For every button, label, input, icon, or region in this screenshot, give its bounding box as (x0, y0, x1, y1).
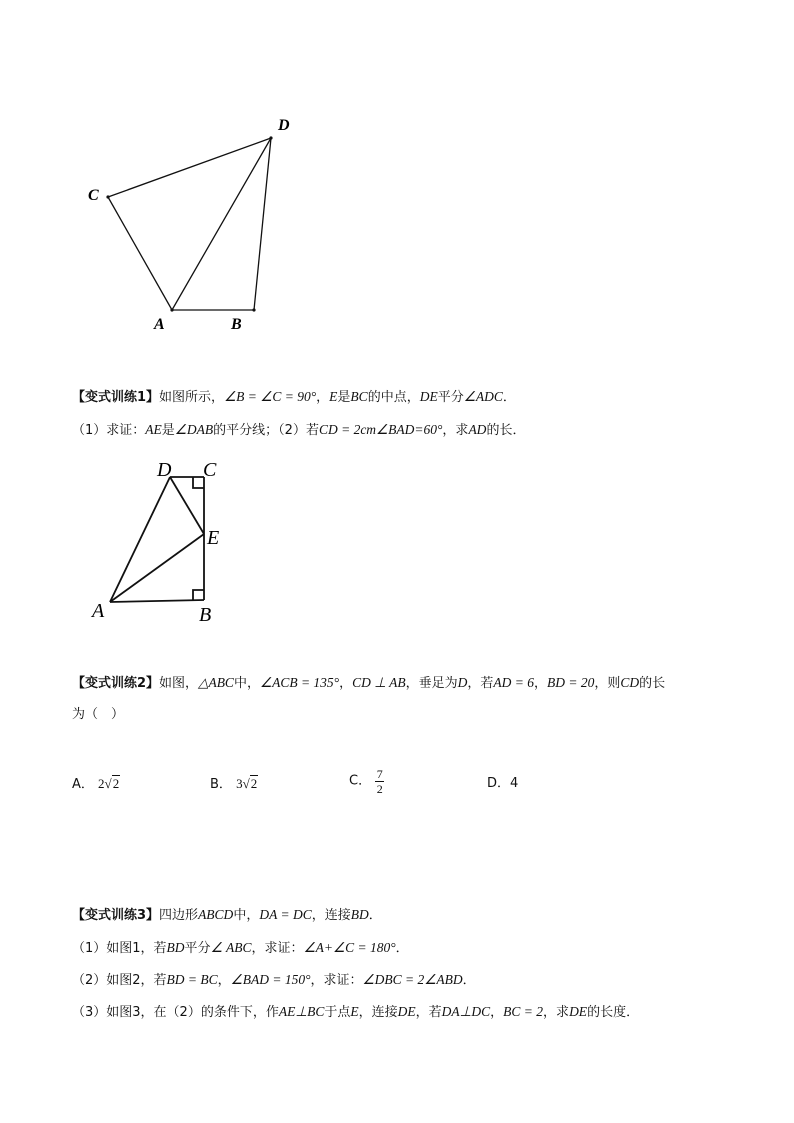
option-b-value: 3√2 (236, 776, 258, 791)
exercise3-question-1: （1）如图1，若BD平分∠ ABC，求证：∠A+∠C = 180°． (72, 940, 409, 956)
fig2-label-e: E (207, 527, 220, 549)
exercise1-questions: （1）求证：AE是∠DAB的平分线；（2）若CD = 2cm∠BAD=60°，求AD的长． (72, 422, 526, 438)
exercise2-tag: 【变式训练2】 (72, 676, 160, 691)
exercise3-statement: 【变式训练3】四边形ABCD中，DA = DC，连接BD． (72, 907, 382, 923)
option-b[interactable]: B． 3√2 (210, 776, 258, 792)
fig1-label-d: D (278, 117, 290, 134)
fig1-label-a: A (154, 316, 165, 333)
fig1-label-b: B (231, 316, 242, 333)
fig2-label-b: B (199, 604, 212, 626)
option-a-value: 2√2 (98, 776, 120, 791)
option-d[interactable]: D．4 (487, 776, 519, 791)
option-c[interactable]: C． $\frac{7}{2}$ (349, 767, 383, 796)
option-a[interactable]: A． 2√2 (72, 776, 120, 792)
exercise2-statement: 【变式训练2】如图，△ABC中，∠ACB = 135°，CD ⊥ AB，垂足为D，若AD = 6，BD = 20，则CD的长 (72, 675, 666, 691)
option-c-fraction: $\frac{7}{2}$ (376, 767, 383, 796)
figure-quadrilateral-abcd (0, 0, 794, 360)
fig2-label-d: D (157, 459, 172, 481)
exercise3-question-2: （2）如图2，若BD = BC，∠BAD = 150°，求证：∠DBC = 2∠ABD． (72, 972, 476, 988)
exercise1-statement: 【变式训练1】如图所示，∠B = ∠C = 90°，E是BC的中点，DE平分∠ADC． (72, 389, 516, 405)
exercise2-blank: 为（ ） (72, 707, 125, 722)
figure-trapezoid-abcde (0, 440, 794, 630)
exercise3-tag: 【变式训练3】 (72, 908, 160, 923)
fig2-label-a: A (92, 600, 105, 622)
fig2-label-c: C (203, 459, 217, 481)
exercise1-tag: 【变式训练1】 (72, 390, 160, 405)
fig1-label-c: C (88, 187, 99, 204)
exercise3-question-3: （3）如图3，在（2）的条件下，作AE⊥BC于点E，连接DE，若DA⊥DC，BC = 2，求DE的长度． (72, 1004, 640, 1020)
